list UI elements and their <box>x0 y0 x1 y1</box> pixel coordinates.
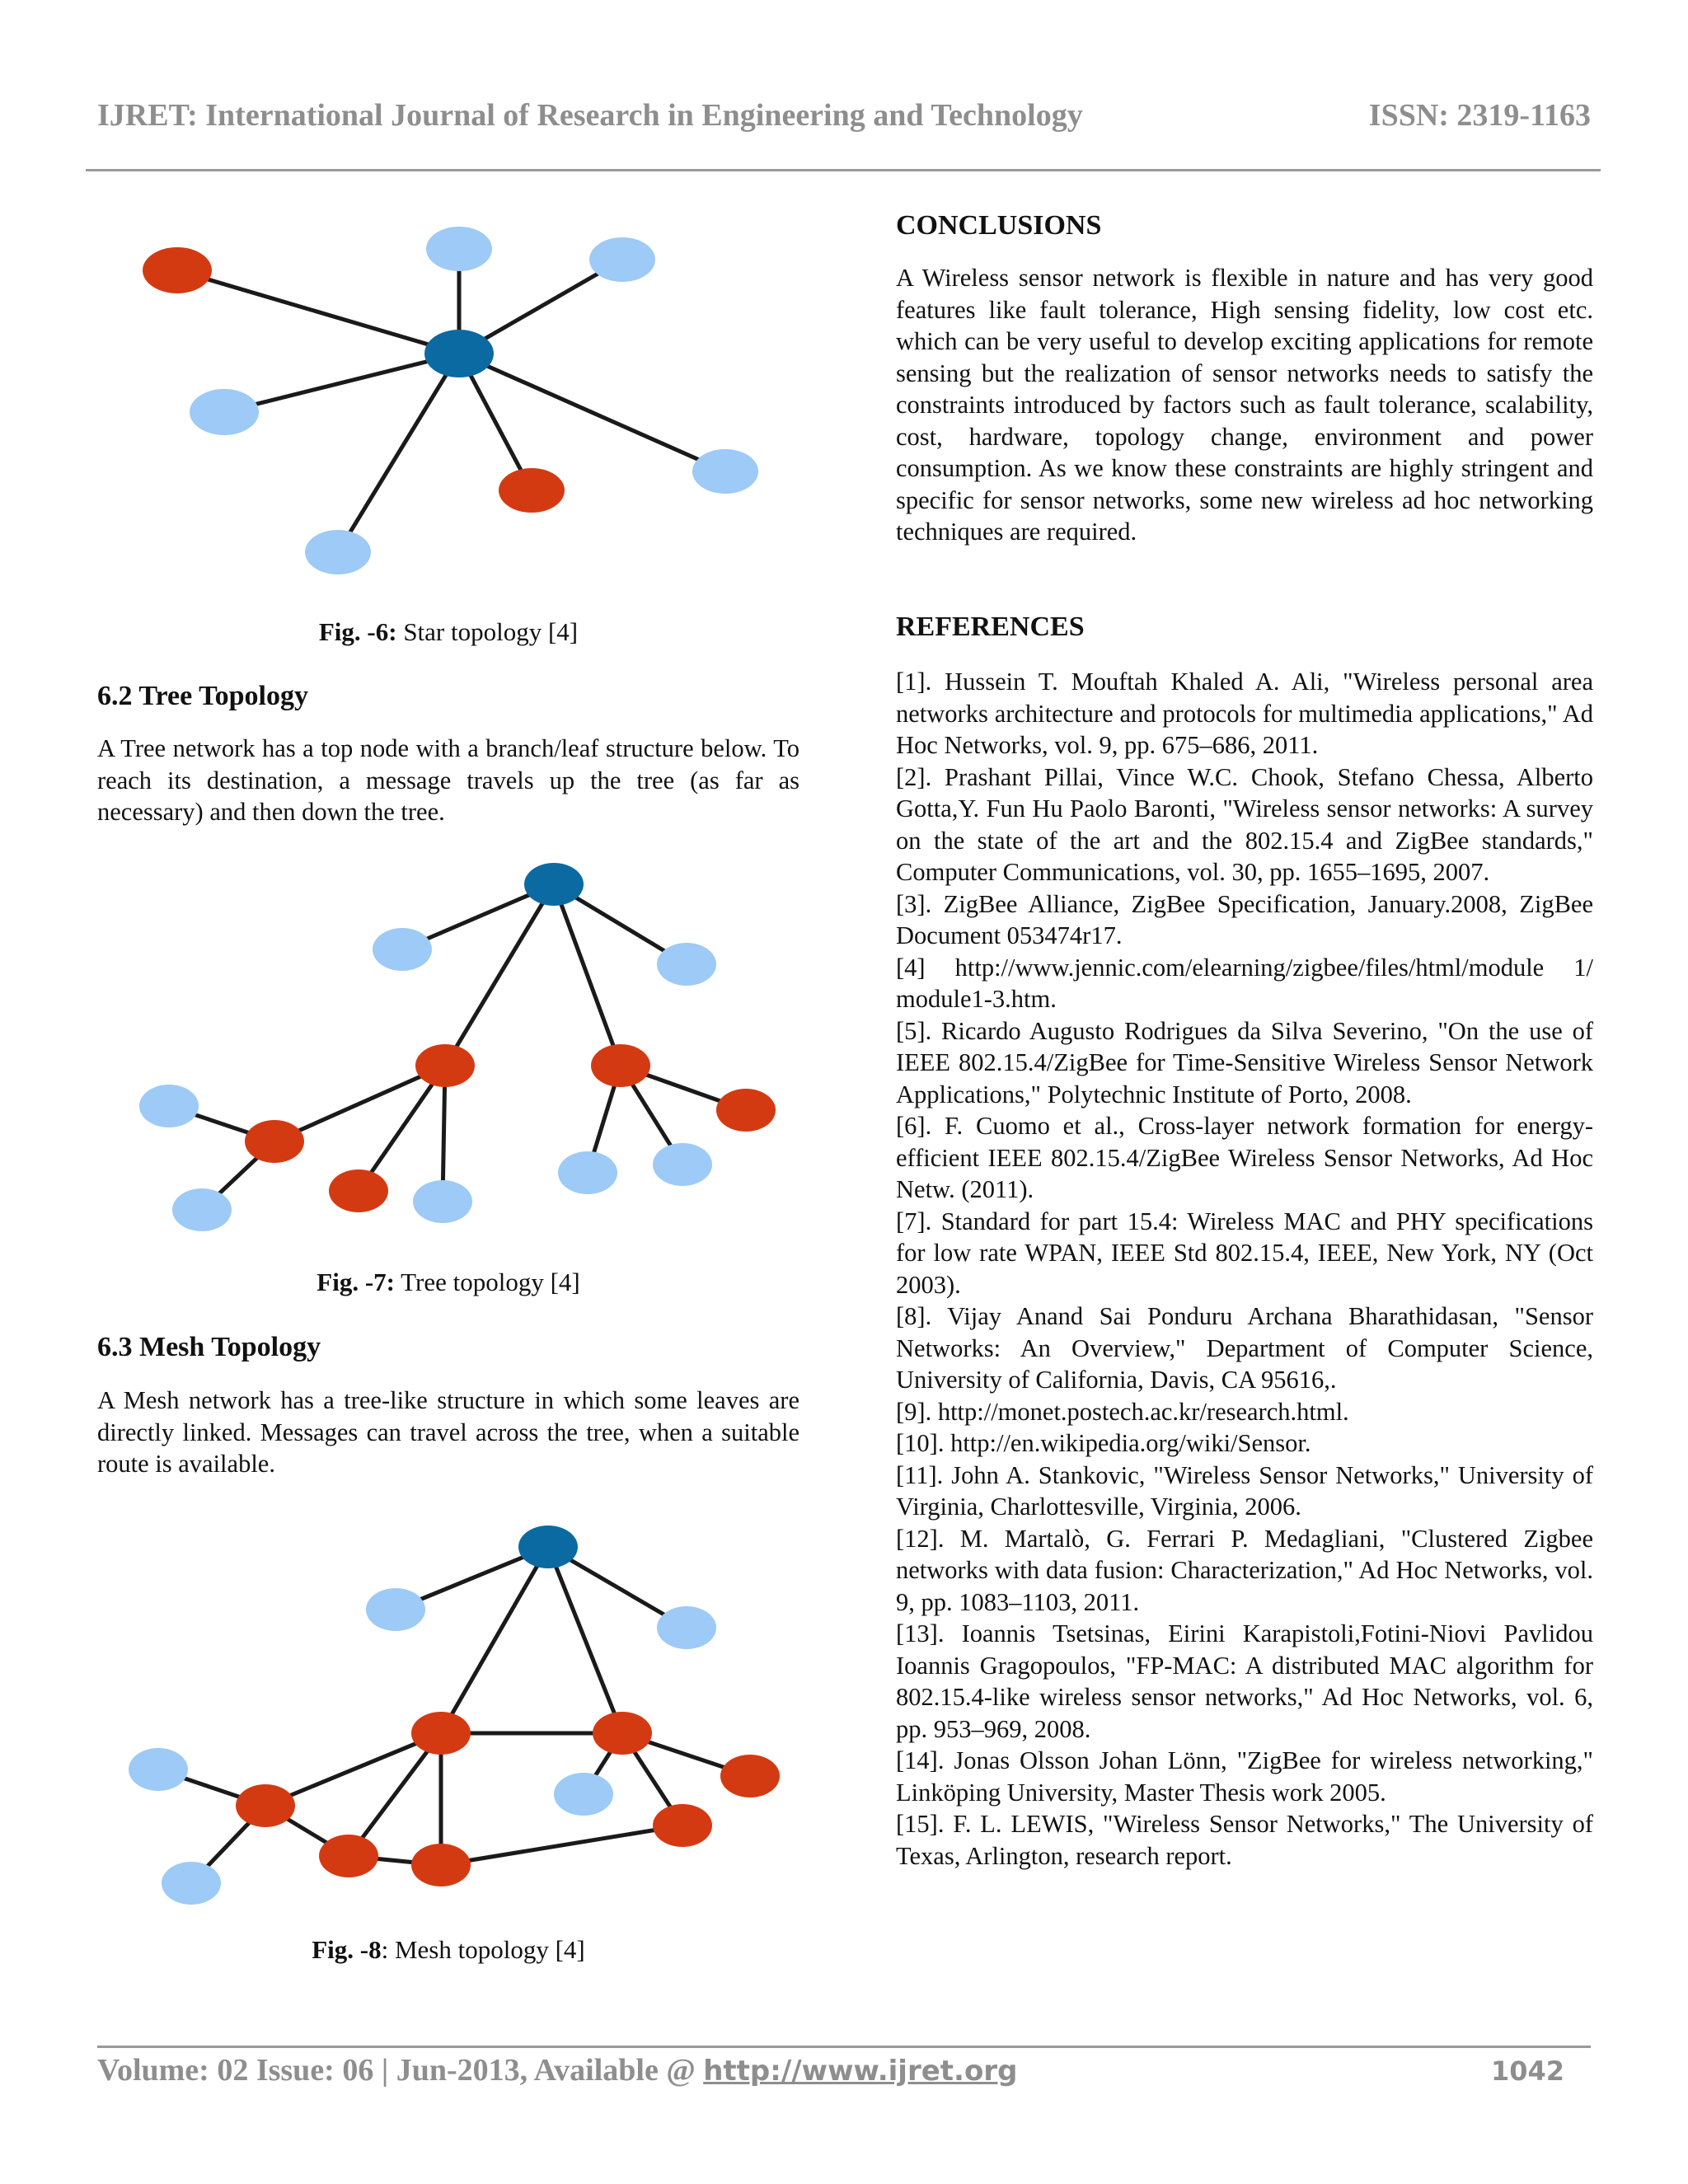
conclusions-paragraph: A Wireless sensor network is flexible in nature and has very good features like fault tolerance, High sensing fidelity, low cost etc. which can be very useful to develop exciting applications for remote sensing but the realization of sensor networks needs to satisfy the constraints introduced by factors such as fault tolerance, scalability, cost, hardware, topology change, environment and power consumption. As we know these constraints are highly stringent and specific for sensor networks, some new wireless ad hoc networking techniques are required. <box>896 264 1593 546</box>
coordinator-node <box>424 330 494 377</box>
leaf-node <box>172 1188 232 1231</box>
running-footer <box>97 2052 1564 2088</box>
router-node <box>143 247 212 293</box>
reference-item: [10]. http://en.wikipedia.org/wiki/Sensor. <box>896 1429 1311 1457</box>
reference-item: [6]. F. Cuomo et al., Cross-layer network formation for energy-efficient IEEE 802.15.4/ZigBee Wireless Sensor Networks, Ad Hoc Netw. (2011). <box>896 1112 1593 1203</box>
leaf-node <box>589 237 655 282</box>
fig6-label: Fig. -6: <box>318 617 397 646</box>
edge <box>548 1547 622 1733</box>
fig6-caption <box>97 617 799 647</box>
edge <box>224 354 459 412</box>
router-node <box>411 1712 471 1755</box>
reference-item: [5]. Ricardo Augusto Rodrigues da Silva Severino, "On the use of IEEE 802.15.4/ZigBee for Time-Sensitive Wireless Sensor Network Applications," Polytechnic Institute of Porto, 2008. <box>896 1016 1593 1108</box>
footer-volume-line <box>97 2052 1017 2088</box>
leaf-node <box>653 1143 712 1186</box>
header-rule <box>86 169 1601 171</box>
page-number: 1042 <box>1490 2055 1564 2087</box>
fig6-text: Star topology [4] <box>396 617 579 646</box>
reference-item: [14]. Jonas Olsson Johan Lönn, "ZigBee for wireless networking," Linköping University, Master Thesis work 2005. <box>896 1746 1593 1807</box>
router-node <box>591 1044 650 1087</box>
fig8-caption <box>97 1935 799 1965</box>
running-header <box>97 97 1591 134</box>
mesh-paragraph: A Mesh network has a tree-like structure in which some leaves are directly linked. Messages can travel across the tree, when a suitable route is available. <box>97 1386 799 1478</box>
section-title-references: REFERENCES <box>896 612 1085 642</box>
leaf-node <box>366 1588 425 1631</box>
leaf-node <box>692 449 758 494</box>
fig8-text: : Mesh topology [4] <box>381 1935 585 1964</box>
leaf-node <box>162 1862 221 1905</box>
star-topology-diagram <box>124 210 783 589</box>
router-node <box>329 1169 388 1212</box>
reference-item: [12]. M. Martalò, G. Ferrari P. Medagliani, "Clustered Zigbee networks with data fusion: Characterization," Ad Hoc Networks, vol. 9, pp. 1083–1103, 2011. <box>896 1524 1593 1616</box>
leaf-node <box>657 1606 716 1649</box>
section-title-mesh: 6.3 Mesh Topology <box>97 1332 321 1362</box>
router-node <box>236 1784 295 1827</box>
edge <box>441 1825 682 1865</box>
reference-item: [2]. Prashant Pillai, Vince W.C. Chook, Stefano Chessa, Alberto Gotta,Y. Fun Hu Paolo Baronti, "Wireless sensor networks: A survey on the state of the art and the 802.15.4 and ZigBee standards," Computer Communications, vol. 30, pp. 1655–1695, 2007. <box>896 762 1593 886</box>
tree-paragraph: A Tree network has a top node with a branch/leaf structure below. To reach its destination, a message travels up the tree (as far as necessary) and then down the tree. <box>97 734 799 826</box>
reference-item: [8]. Vijay Anand Sai Ponduru Archana Bharathidasan, "Sensor Networks: An Overview," Department of Computer Science, University of California, Davis, CA 95616,. <box>896 1302 1593 1394</box>
router-node <box>411 1844 471 1886</box>
reference-item: [7]. Standard for part 15.4: Wireless MAC and PHY specifications for low rate WPAN, IEEE Std 802.15.4, IEEE, New York, NY (Oct 2003). <box>896 1207 1593 1299</box>
coordinator-node <box>524 863 584 906</box>
router-node <box>716 1089 776 1132</box>
footer-journal-link[interactable]: http://www.ijret.org <box>703 2055 1018 2088</box>
leaf-node <box>413 1180 472 1223</box>
mesh-topology-diagram <box>124 1512 783 1908</box>
leaf-node <box>657 943 716 986</box>
leaf-node <box>190 389 259 435</box>
leaf-node <box>305 530 371 574</box>
journal-title: IJRET: International Journal of Research in Engineering and Technology <box>97 98 1083 133</box>
leaf-node <box>139 1085 199 1127</box>
fig7-label: Fig. -7: <box>316 1268 395 1296</box>
edge <box>338 354 459 552</box>
router-node <box>319 1835 378 1877</box>
reference-item: [3]. ZigBee Alliance, ZigBee Specification, January.2008, ZigBee Document 053474r17. <box>896 889 1593 949</box>
leaf-node <box>373 928 432 971</box>
fig8-label: Fig. -8 <box>312 1935 382 1964</box>
router-node <box>593 1712 652 1755</box>
fig7-caption <box>97 1268 799 1297</box>
footer-volume: Volume: 02 Issue: 06 | Jun-2013, Available @ <box>97 2053 704 2088</box>
coordinator-node <box>518 1526 578 1568</box>
leaf-node <box>554 1773 613 1816</box>
edge <box>445 884 554 1066</box>
tree-nodes <box>139 863 776 1231</box>
figure-tree-topology <box>124 849 783 1253</box>
reference-item: [11]. John A. Stankovic, "Wireless Sensor Networks," University of Virginia, Charlottesville, Virginia, 2006. <box>896 1460 1593 1521</box>
section-title-conclusions: CONCLUSIONS <box>896 210 1102 241</box>
figure-mesh-topology <box>124 1512 783 1908</box>
reference-item: [15]. F. L. LEWIS, "Wireless Sensor Networks," The University of Texas, Arlington, research report. <box>896 1810 1593 1870</box>
footer-rule <box>97 2046 1591 2048</box>
reference-item: [4] http://www.jennic.com/elearning/zigbee/files/html/module 1/ module1-3.htm. <box>896 953 1593 1013</box>
section-title-tree: 6.2 Tree Topology <box>97 681 308 711</box>
figure-star-topology <box>124 210 783 589</box>
reference-list <box>896 666 1593 1872</box>
reference-item: [1]. Hussein T. Mouftah Khaled A. Ali, "Wireless personal area networks architecture and protocols for multimedia applications," Ad Hoc Networks, vol. 9, pp. 675–686, 2011. <box>896 668 1593 759</box>
edge <box>177 270 459 354</box>
reference-item: [13]. Ioannis Tsetsinas, Eirini Karapistoli,Fotini-Niovi Pavlidou Ioannis Gragopoulos, "FP-MAC: A distributed MAC algorithm for 802.15.4-like wireless sensor networks," Ad Hoc Networks, vol. 6, pp. 953–969, 2008. <box>896 1619 1593 1743</box>
tree-topology-diagram <box>124 849 783 1253</box>
router-node <box>415 1044 475 1087</box>
router-node <box>653 1804 712 1847</box>
leaf-node <box>426 227 492 271</box>
star-edges <box>177 249 725 552</box>
leaf-node <box>129 1748 188 1791</box>
edge <box>441 1547 548 1733</box>
leaf-node <box>558 1151 617 1194</box>
fig7-text: Tree topology [4] <box>394 1268 580 1296</box>
router-node <box>245 1120 304 1163</box>
reference-item: [9]. http://monet.postech.ac.kr/research.html. <box>896 1397 1349 1426</box>
router-node <box>499 468 565 513</box>
edge <box>554 884 621 1066</box>
issn: ISSN: 2319-1163 <box>1368 98 1591 133</box>
star-nodes <box>143 227 758 574</box>
router-node <box>720 1755 780 1797</box>
edge <box>459 354 725 471</box>
